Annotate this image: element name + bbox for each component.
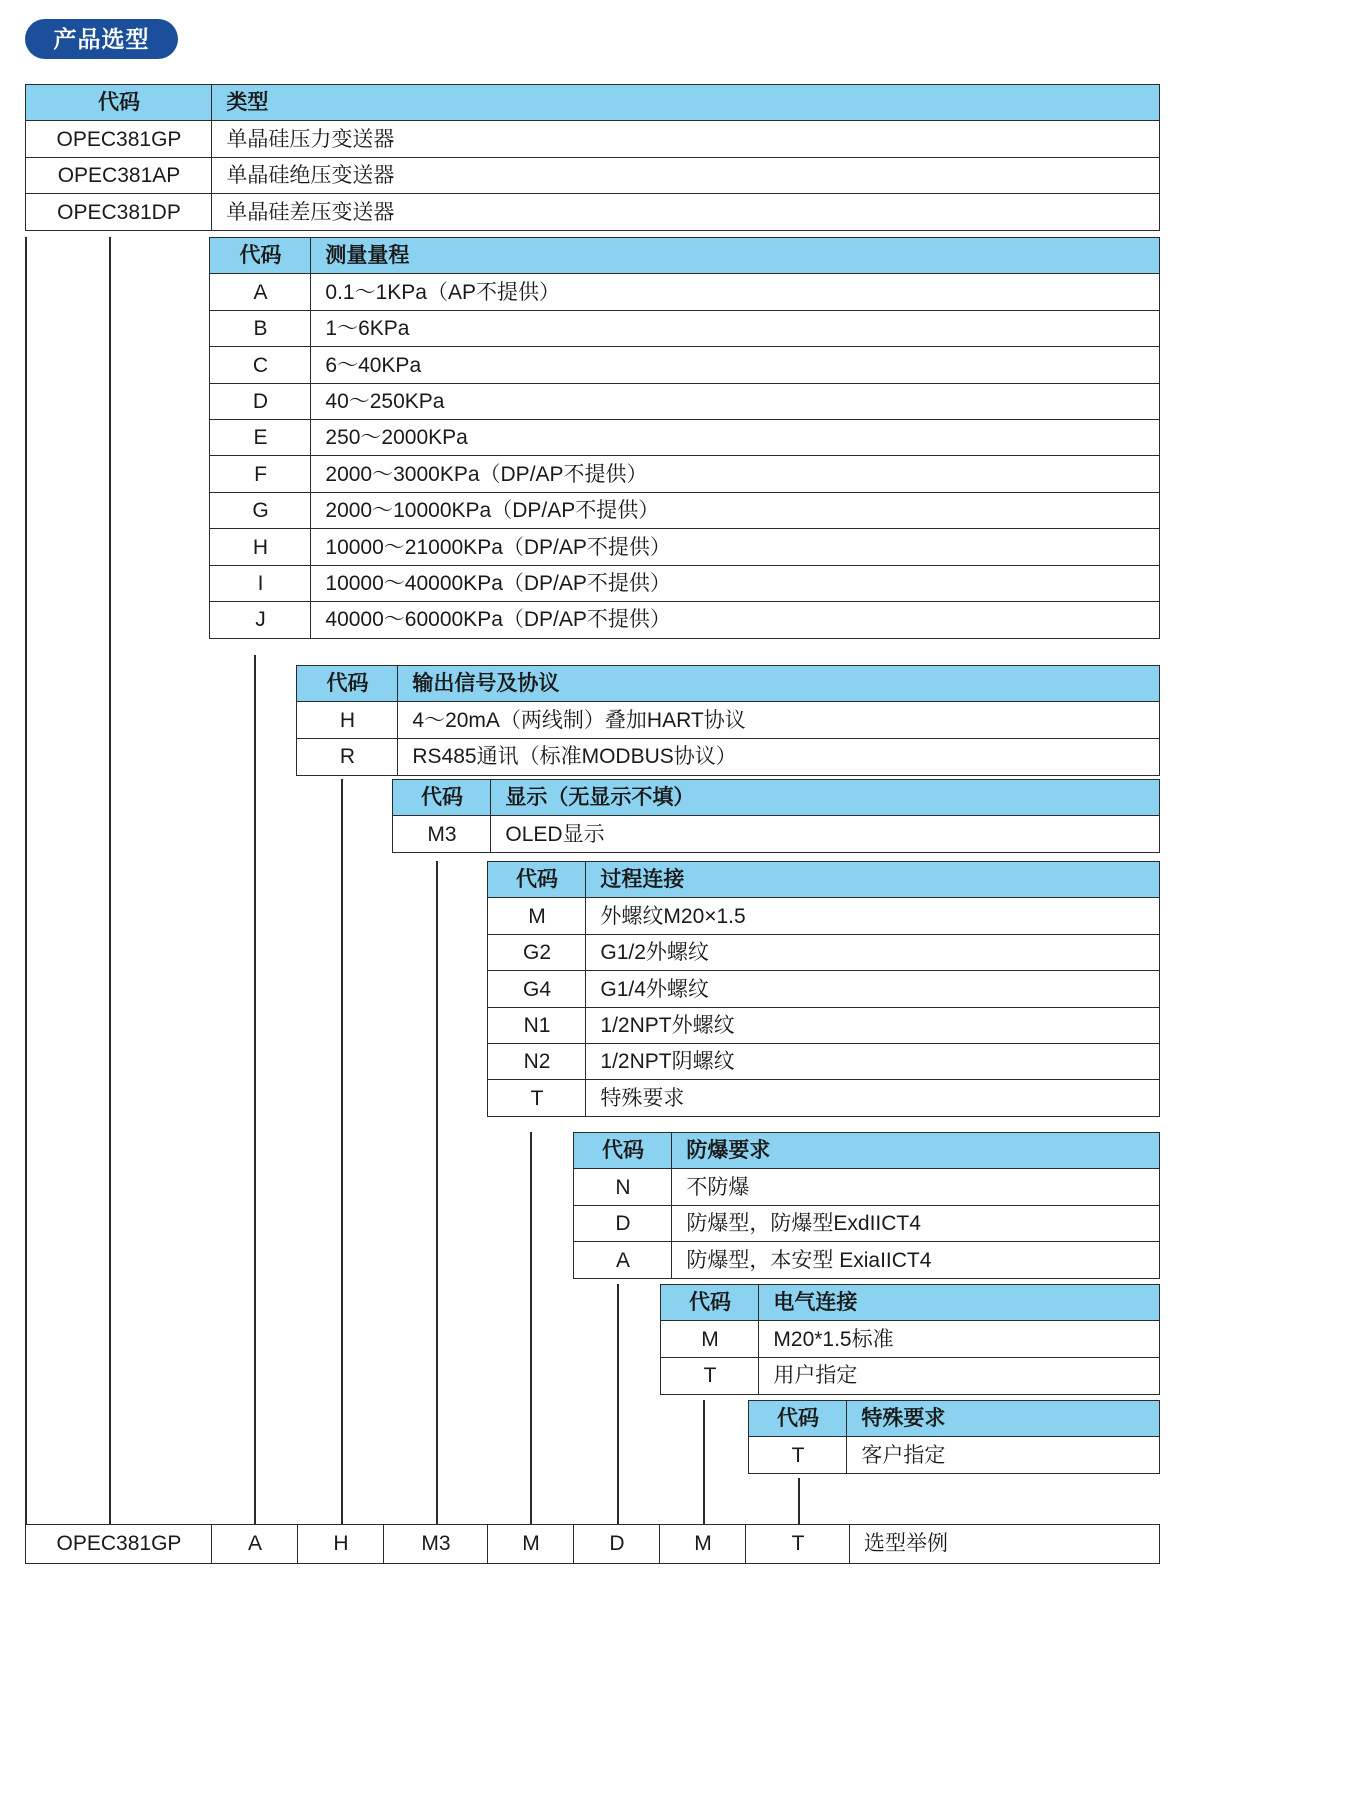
section-process-header-code: 代码 [487, 861, 587, 899]
section-special-header-desc: 特殊要求 [846, 1400, 1160, 1438]
stem-process [530, 1132, 532, 1524]
section-explosion-row-0-code[interactable]: N [573, 1168, 673, 1206]
section-explosion-row-2-desc[interactable]: 防爆型，本安型 ExiaIICT4 [671, 1241, 1160, 1279]
section-range-header-code: 代码 [209, 237, 312, 275]
section-process-row-0-code[interactable]: M [487, 897, 587, 935]
example-cell-3[interactable]: M3 [383, 1524, 489, 1564]
example-cell-7[interactable]: T [745, 1524, 851, 1564]
section-explosion-row-1-code[interactable]: D [573, 1205, 673, 1243]
section-range-header-desc: 测量量程 [310, 237, 1160, 275]
section-explosion-row-2-code[interactable]: A [573, 1241, 673, 1279]
section-range-row-4-code[interactable]: E [209, 419, 312, 457]
section-process-row-3-code[interactable]: N1 [487, 1007, 587, 1045]
section-range-row-2-code[interactable]: C [209, 346, 312, 384]
section-display-row-0-code[interactable]: M3 [392, 815, 492, 853]
section-range-row-0-desc[interactable]: 0.1～1KPa（AP不提供） [310, 273, 1160, 311]
section-output-row-0-desc[interactable]: 4～20mA（两线制）叠加HART协议 [397, 701, 1160, 739]
section-range-row-0-code[interactable]: A [209, 273, 312, 311]
section-display-header-code: 代码 [392, 779, 492, 817]
section-electrical-row-0-desc[interactable]: M20*1.5标准 [758, 1320, 1160, 1358]
section-output-header-desc: 输出信号及协议 [397, 665, 1160, 703]
section-range-row-8-code[interactable]: I [209, 565, 312, 603]
section-electrical-row-0-code[interactable]: M [660, 1320, 760, 1358]
section-electrical-header-desc: 电气连接 [758, 1284, 1160, 1322]
section-special-row-0-desc[interactable]: 客户指定 [846, 1436, 1160, 1474]
section-range-row-1-desc[interactable]: 1～6KPa [310, 310, 1160, 348]
section-process-row-2-desc[interactable]: G1/4外螺纹 [585, 970, 1160, 1008]
section-process-row-3-desc[interactable]: 1/2NPT外螺纹 [585, 1007, 1160, 1045]
section-model-row-0-desc[interactable]: 单晶硅压力变送器 [211, 120, 1160, 158]
section-explosion-header-desc: 防爆要求 [671, 1132, 1160, 1170]
section-range-row-9-desc[interactable]: 40000～60000KPa（DP/AP不提供） [310, 601, 1160, 639]
section-special-row-0-code[interactable]: T [748, 1436, 848, 1474]
section-range-row-4-desc[interactable]: 250～2000KPa [310, 419, 1160, 457]
stem-explosion [617, 1284, 619, 1524]
stem-range [254, 655, 256, 1524]
section-range-row-2-desc[interactable]: 6～40KPa [310, 346, 1160, 384]
stem-electrical [703, 1400, 705, 1524]
stem-display [436, 861, 438, 1524]
section-model-row-1-code[interactable]: OPEC381AP [25, 157, 213, 195]
section-explosion-row-0-desc[interactable]: 不防爆 [671, 1168, 1160, 1206]
stem-model [109, 237, 111, 1524]
example-cell-4[interactable]: M [487, 1524, 575, 1564]
section-range-row-3-code[interactable]: D [209, 383, 312, 421]
section-range-row-7-code[interactable]: H [209, 528, 312, 566]
example-cell-0[interactable]: OPEC381GP [25, 1524, 213, 1564]
section-output-row-1-code[interactable]: R [296, 738, 399, 776]
section-explosion-header-code: 代码 [573, 1132, 673, 1170]
section-output-header-code: 代码 [296, 665, 399, 703]
section-process-row-2-code[interactable]: G4 [487, 970, 587, 1008]
section-model-row-1-desc[interactable]: 单晶硅绝压变送器 [211, 157, 1160, 195]
example-cell-5[interactable]: D [573, 1524, 661, 1564]
section-special-header-code: 代码 [748, 1400, 848, 1438]
example-cell-1[interactable]: A [211, 1524, 299, 1564]
section-range-row-1-code[interactable]: B [209, 310, 312, 348]
section-range-row-7-desc[interactable]: 10000～21000KPa（DP/AP不提供） [310, 528, 1160, 566]
section-range-row-8-desc[interactable]: 10000～40000KPa（DP/AP不提供） [310, 565, 1160, 603]
section-process-row-1-code[interactable]: G2 [487, 934, 587, 972]
section-output-row-1-desc[interactable]: RS485通讯（标准MODBUS协议） [397, 738, 1160, 776]
section-model-row-0-code[interactable]: OPEC381GP [25, 120, 213, 158]
section-explosion-row-1-desc[interactable]: 防爆型，防爆型ExdIICT4 [671, 1205, 1160, 1243]
section-process-row-5-desc[interactable]: 特殊要求 [585, 1079, 1160, 1117]
section-range-row-9-code[interactable]: J [209, 601, 312, 639]
section-display-row-0-desc[interactable]: OLED显示 [490, 815, 1160, 853]
section-range-row-5-desc[interactable]: 2000～3000KPa（DP/AP不提供） [310, 455, 1160, 493]
stem-special [798, 1478, 800, 1524]
section-process-row-1-desc[interactable]: G1/2外螺纹 [585, 934, 1160, 972]
section-electrical-row-1-desc[interactable]: 用户指定 [758, 1357, 1160, 1395]
section-range-row-6-code[interactable]: G [209, 492, 312, 530]
section-range-row-5-code[interactable]: F [209, 455, 312, 493]
section-process-row-5-code[interactable]: T [487, 1079, 587, 1117]
section-model-row-2-code[interactable]: OPEC381DP [25, 193, 213, 231]
stem-left-frame [25, 237, 27, 1524]
section-process-row-4-code[interactable]: N2 [487, 1043, 587, 1081]
section-output-row-0-code[interactable]: H [296, 701, 399, 739]
section-electrical-row-1-code[interactable]: T [660, 1357, 760, 1395]
section-model-row-2-desc[interactable]: 单晶硅差压变送器 [211, 193, 1160, 231]
example-row-label: 选型举例 [849, 1524, 1160, 1564]
page-title: 产品选型 [53, 25, 150, 52]
section-range-row-3-desc[interactable]: 40～250KPa [310, 383, 1160, 421]
section-process-header-desc: 过程连接 [585, 861, 1160, 899]
section-model-header-code: 代码 [25, 84, 213, 122]
stem-output [341, 779, 343, 1524]
section-process-row-0-desc[interactable]: 外螺纹M20×1.5 [585, 897, 1160, 935]
section-display-header-desc: 显示（无显示不填） [490, 779, 1160, 817]
section-process-row-4-desc[interactable]: 1/2NPT阴螺纹 [585, 1043, 1160, 1081]
section-electrical-header-code: 代码 [660, 1284, 760, 1322]
example-cell-2[interactable]: H [297, 1524, 385, 1564]
section-range-row-6-desc[interactable]: 2000～10000KPa（DP/AP不提供） [310, 492, 1160, 530]
example-cell-6[interactable]: M [659, 1524, 747, 1564]
section-model-header-desc: 类型 [211, 84, 1160, 122]
